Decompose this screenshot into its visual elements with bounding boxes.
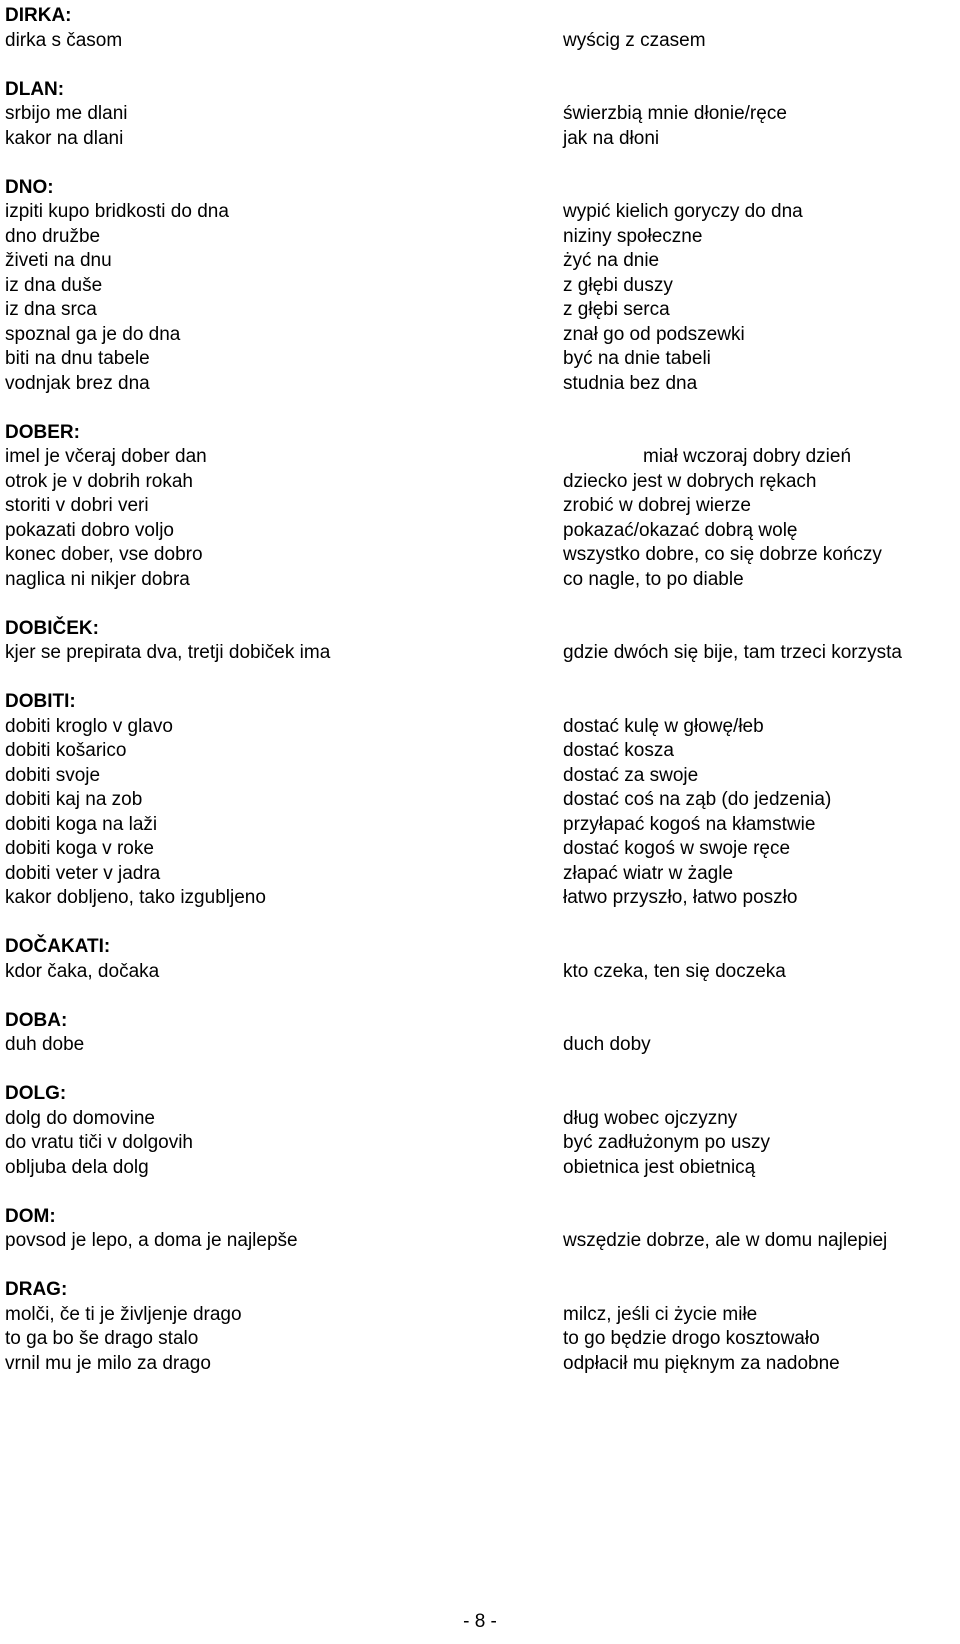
phrase-row [5, 249, 955, 274]
polish-phrase: gdzie dwóch się bije, tam trzeci korzysta [563, 642, 902, 663]
slovene-phrase: kakor na dlani [5, 127, 124, 149]
polish-phrase: z głębi serca [563, 299, 670, 320]
phrase-row [5, 29, 955, 54]
entry-dirka-translation [5, 29, 955, 54]
polish-phrase: miał wczoraj dobry dzień [643, 446, 852, 467]
phrase-row [5, 1352, 955, 1377]
slovene-phrase: živeti na dnu [5, 250, 112, 271]
entry-dobiti [5, 690, 955, 911]
slovene-phrase: dobiti svoje [5, 764, 101, 786]
phrase-row [5, 1131, 955, 1156]
phrase-row [5, 641, 955, 666]
phrase-row [5, 200, 955, 225]
slovene-phrase: dobiti veter v jadra [5, 862, 161, 884]
slovene-phrase: duh dobe [5, 1034, 85, 1055]
polish-phrase: pokazać/okazać dobrą wolę [563, 519, 798, 541]
polish-phrase: dostać kosza [563, 740, 674, 761]
slovene-phrase: to ga bo še drago stalo [5, 1328, 199, 1349]
phrase-row [5, 445, 955, 470]
slovene-phrase: spoznal ga je do dna [5, 323, 181, 345]
polish-phrase: przyłapać kogoś na kłamstwie [563, 813, 816, 835]
phrase-row [5, 739, 955, 764]
polish-phrase: dostać kogoś w swoje ręce [563, 838, 791, 859]
entry-dober [5, 421, 955, 593]
polish-phrase: dług wobec ojczyzny [563, 1107, 738, 1129]
polish-phrase: świerzbią mnie dłonie/ręce [563, 103, 787, 124]
phrase-row [5, 960, 955, 985]
headword: DOLG: [5, 1083, 67, 1104]
polish-phrase: znał go od podszewki [563, 323, 745, 345]
phrase-row [5, 519, 955, 544]
phrase-row [5, 494, 955, 519]
headword: DIRKA: [5, 5, 72, 26]
phrase-row [5, 372, 955, 397]
polish-phrase: dostać kulę w głowę/łeb [563, 715, 764, 737]
headword: DOBIČEK: [5, 617, 99, 639]
headword: DOČAKATI: [5, 936, 111, 957]
entry-dom [5, 1205, 955, 1254]
slovene-phrase: kdor čaka, dočaka [5, 960, 160, 982]
slovene-phrase: imel je včeraj dober dan [5, 446, 207, 467]
slovene-phrase: srbijo me dlani [5, 103, 128, 124]
phrase-row [5, 886, 955, 911]
polish-phrase: wypić kielich goryczy do dna [563, 201, 803, 222]
slovene-phrase: naglica ni nikjer dobra [5, 568, 190, 590]
polish-phrase: być na dnie tabeli [563, 348, 711, 369]
slovene-phrase: iz dna duše [5, 274, 103, 296]
headword: DOBITI: [5, 691, 76, 712]
phrase-row [5, 323, 955, 348]
slovene-phrase: konec dober, vse dobro [5, 544, 203, 565]
phrase-row [5, 543, 955, 568]
slovene-phrase: dobiti koga v roke [5, 838, 154, 859]
polish-phrase: żyć na dnie [563, 250, 660, 271]
polish-phrase: dostać coś na ząb (do jedzenia) [563, 789, 832, 810]
entry-docakati [5, 935, 955, 984]
phrase-row [5, 470, 955, 495]
phrase-row [5, 862, 955, 887]
slovene-phrase: vodnjak brez dna [5, 372, 150, 394]
phrase-row [5, 127, 955, 152]
polish-phrase: wszędzie dobrze, ale w domu najlepiej [563, 1230, 888, 1251]
polish-phrase: to go będzie drogo kosztowało [563, 1328, 820, 1349]
polish-phrase: wyścig z czasem [563, 29, 706, 51]
phrase-row [5, 764, 955, 789]
polish-phrase: dziecko jest w dobrych rękach [563, 470, 817, 492]
phrase-row [5, 813, 955, 838]
polish-phrase: duch doby [563, 1034, 651, 1055]
slovene-phrase: dobiti kroglo v glavo [5, 715, 173, 737]
slovene-phrase: otrok je v dobrih rokah [5, 470, 193, 492]
phrase-row [5, 715, 955, 740]
slovene-phrase: kjer se prepirata dva, tretji dobiček ima [5, 642, 331, 663]
phrase-row [5, 225, 955, 250]
slovene-phrase: do vratu tiči v dolgovih [5, 1132, 193, 1153]
phrase-row [5, 274, 955, 299]
polish-phrase: obietnica jest obietnicą [563, 1156, 756, 1178]
slovene-phrase: dirka s časom [5, 29, 123, 51]
polish-phrase: łatwo przyszło, łatwo poszło [563, 887, 798, 908]
polish-phrase: być zadłużonym po uszy [563, 1132, 770, 1153]
slovene-phrase: povsod je lepo, a doma je najlepše [5, 1230, 298, 1251]
polish-phrase: wszystko dobre, co się dobrze kończy [563, 544, 882, 565]
headword: DOM: [5, 1205, 56, 1227]
phrase-row [5, 1327, 955, 1352]
polish-phrase: jak na dłoni [563, 127, 660, 149]
phrase-row [5, 102, 955, 127]
slovene-phrase: storiti v dobri veri [5, 495, 149, 516]
phrase-row [5, 788, 955, 813]
headword: DOBER: [5, 421, 80, 443]
entry-dobicek [5, 617, 955, 666]
page-number: - 8 - [463, 1611, 497, 1632]
slovene-phrase: izpiti kupo bridkosti do dna [5, 201, 229, 222]
phrase-row [5, 1229, 955, 1254]
slovene-phrase: obljuba dela dolg [5, 1156, 149, 1178]
slovene-phrase: vrnil mu je milo za drago [5, 1352, 211, 1374]
phrase-row [5, 1033, 955, 1058]
slovene-phrase: pokazati dobro voljo [5, 519, 174, 541]
entry-drag [5, 1278, 955, 1376]
polish-phrase: z głębi duszy [563, 274, 673, 296]
polish-phrase: dostać za swoje [563, 764, 699, 786]
slovene-phrase: dno družbe [5, 225, 101, 247]
entry-doba [5, 1009, 955, 1058]
slovene-phrase: dobiti košarico [5, 740, 127, 761]
phrase-row [5, 347, 955, 372]
dictionary-page [5, 4, 955, 1401]
headword: DLAN: [5, 78, 65, 100]
phrase-row [5, 1156, 955, 1181]
phrase-row [5, 298, 955, 323]
slovene-phrase: iz dna srca [5, 299, 97, 320]
entry-dlan [5, 78, 955, 152]
slovene-phrase: dobiti kaj na zob [5, 789, 143, 810]
polish-phrase: odpłacił mu pięknym za nadobne [563, 1352, 840, 1374]
phrase-row [5, 837, 955, 862]
polish-phrase: złapać wiatr w żagle [563, 862, 734, 884]
polish-phrase: niziny społeczne [563, 225, 703, 247]
slovene-phrase: dobiti koga na laži [5, 813, 158, 835]
phrase-row [5, 568, 955, 593]
slovene-phrase: biti na dnu tabele [5, 348, 150, 369]
phrase-row [5, 1107, 955, 1132]
headword: DNO: [5, 176, 54, 198]
entry-dolg [5, 1082, 955, 1180]
headword: DOBA: [5, 1009, 68, 1031]
polish-phrase: studnia bez dna [563, 372, 698, 394]
headword: DRAG: [5, 1279, 68, 1300]
slovene-phrase: molči, če ti je življenje drago [5, 1303, 242, 1325]
polish-phrase: milcz, jeśli ci życie miłe [563, 1303, 758, 1325]
entry-dno [5, 176, 955, 397]
phrase-row [5, 1303, 955, 1328]
polish-phrase: zrobić w dobrej wierze [563, 495, 751, 516]
slovene-phrase: dolg do domovine [5, 1107, 155, 1129]
polish-phrase: kto czeka, ten się doczeka [563, 960, 786, 982]
slovene-phrase: kakor dobljeno, tako izgubljeno [5, 887, 266, 908]
polish-phrase: co nagle, to po diable [563, 568, 744, 590]
